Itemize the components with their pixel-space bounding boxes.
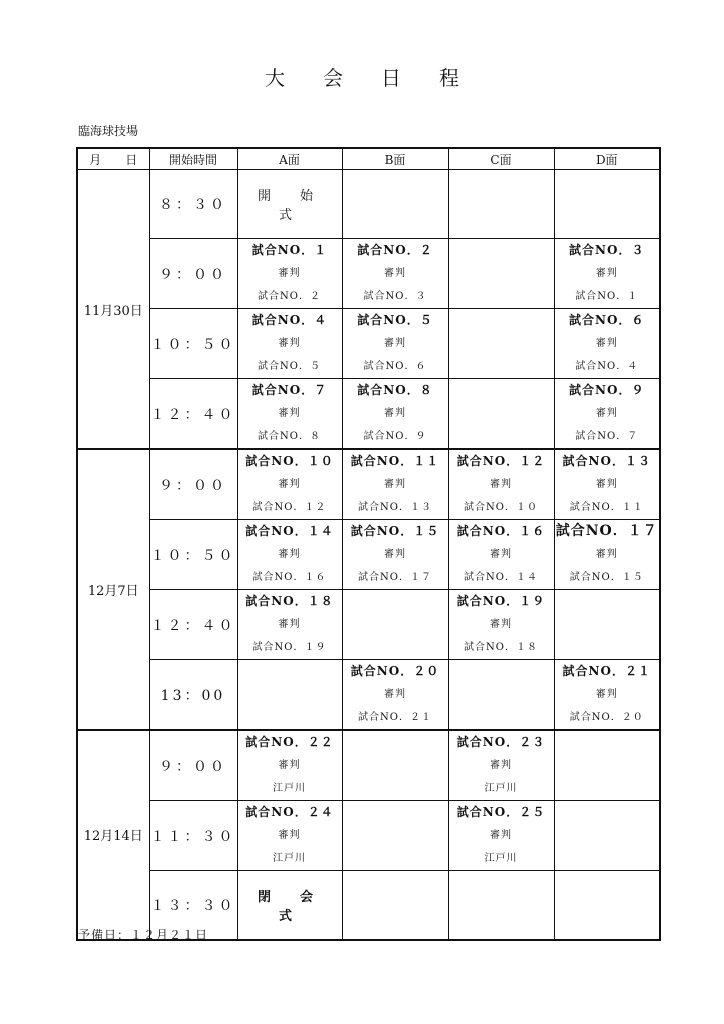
start-time-cell: １０：５０ — [149, 309, 237, 379]
start-time-cell: 13：00 — [149, 660, 237, 731]
match-cell — [554, 449, 660, 520]
empty-cell — [448, 379, 554, 450]
match-cell — [342, 520, 448, 590]
referee-assignment: 江戸川 — [273, 853, 306, 864]
referee-label: 審判 — [595, 549, 618, 560]
match-cell — [554, 520, 660, 590]
referee-assignment: 試合NO．３ — [363, 291, 427, 302]
match-cell — [554, 239, 660, 309]
referee-label: 審判 — [278, 479, 301, 490]
start-time-cell: １２：４０ — [149, 590, 237, 660]
match-number: 試合NO．９ — [569, 383, 645, 397]
empty-cell — [448, 871, 554, 940]
match-cell — [342, 239, 448, 309]
match-cell — [342, 309, 448, 379]
match-block — [238, 379, 342, 448]
match-number: 試合NO．２ — [357, 243, 433, 257]
match-cell — [237, 239, 342, 309]
schedule-row — [77, 590, 660, 660]
day-cell: 11月30日 — [77, 170, 149, 450]
referee-assignment: 試合NO．４ — [575, 361, 639, 372]
empty-cell — [554, 801, 660, 871]
schedule-row — [77, 379, 660, 450]
match-cell — [554, 309, 660, 379]
referee-label: 審判 — [490, 479, 512, 490]
match-number: 試合NO．２１ — [562, 664, 651, 678]
empty-cell — [554, 170, 660, 239]
header-date: 月 日 — [77, 148, 149, 170]
empty-cell — [554, 871, 660, 940]
match-number: 試合NO．６ — [569, 313, 645, 327]
referee-assignment: 試合NO．２０ — [569, 712, 644, 723]
referee-assignment: 江戸川 — [273, 783, 306, 794]
referee-label: 審判 — [595, 689, 618, 700]
match-block — [555, 660, 660, 729]
referee-assignment: 試合NO．１０ — [464, 502, 538, 513]
referee-assignment: 試合NO．１２ — [252, 502, 327, 513]
match-number: 試合NO．１４ — [245, 524, 334, 538]
referee-label: 審判 — [595, 408, 618, 419]
match-cell — [448, 730, 554, 801]
ceremony-cell — [237, 170, 342, 239]
empty-cell — [237, 660, 342, 731]
match-block — [449, 731, 554, 800]
empty-cell — [342, 170, 448, 239]
match-block — [343, 520, 448, 589]
schedule-row — [77, 801, 660, 871]
schedule-row — [77, 309, 660, 379]
match-number: 試合NO．３ — [569, 243, 645, 257]
empty-cell — [342, 801, 448, 871]
match-cell — [342, 449, 448, 520]
match-block — [238, 309, 342, 378]
referee-assignment: 試合NO．１７ — [358, 572, 432, 583]
match-block — [555, 379, 660, 448]
empty-cell — [554, 590, 660, 660]
header-court-a: A面 — [237, 148, 342, 170]
referee-label: 審判 — [278, 268, 301, 279]
match-number: 試合NO．２０ — [350, 664, 440, 678]
match-cell — [237, 730, 342, 801]
referee-label: 審判 — [278, 830, 301, 841]
match-block — [343, 660, 448, 729]
referee-label: 審判 — [595, 338, 618, 349]
empty-cell — [342, 871, 448, 940]
schedule-row — [77, 170, 660, 239]
match-block — [343, 309, 448, 378]
start-time-cell: ９：００ — [149, 730, 237, 801]
empty-cell — [342, 590, 448, 660]
start-time-cell: ９：００ — [149, 239, 237, 309]
referee-assignment: 試合NO．１３ — [358, 502, 432, 513]
referee-label: 審判 — [384, 549, 406, 560]
referee-assignment: 江戸川 — [484, 853, 518, 864]
referee-assignment: 試合NO．２１ — [358, 712, 432, 723]
match-block — [238, 801, 342, 870]
match-number: 試合NO．１９ — [456, 594, 546, 608]
start-time-cell: １０：５０ — [149, 520, 237, 590]
referee-assignment: 試合NO．６ — [363, 361, 427, 372]
document-title: 大会日程 — [265, 66, 497, 90]
match-number: 試合NO．１６ — [456, 524, 546, 538]
match-number: 試合NO．２４ — [245, 805, 334, 819]
schedule-row — [77, 449, 660, 520]
referee-label: 審判 — [490, 619, 512, 630]
referee-label: 審判 — [384, 338, 406, 349]
match-cell — [342, 660, 448, 731]
match-block — [449, 590, 554, 659]
match-cell — [448, 801, 554, 871]
match-block — [449, 450, 554, 519]
empty-cell — [342, 730, 448, 801]
reserve-day-note: 予備日：１２月２１日 — [78, 928, 209, 942]
schedule-row — [77, 730, 660, 801]
start-time-cell: １２：４０ — [149, 379, 237, 450]
match-block — [238, 520, 342, 589]
match-number: 試合NO．１２ — [456, 454, 546, 468]
match-block — [449, 520, 554, 589]
match-number: 試合NO．１５ — [350, 524, 440, 538]
empty-cell — [448, 170, 554, 239]
start-time-cell: １３：３０ — [149, 871, 237, 940]
match-block — [555, 520, 660, 589]
match-cell — [448, 590, 554, 660]
match-cell — [342, 379, 448, 450]
referee-label: 審判 — [278, 338, 301, 349]
referee-assignment: 試合NO．１５ — [569, 572, 644, 583]
referee-assignment: 試合NO．１９ — [252, 642, 327, 653]
ceremony-label: 閉 会 式 — [257, 889, 343, 924]
match-number: 試合NO．１０ — [245, 454, 334, 468]
referee-label: 審判 — [384, 689, 406, 700]
match-number: 試合NO．２３ — [456, 735, 546, 749]
schedule-row — [77, 520, 660, 590]
match-number: 試合NO．１７ — [555, 523, 658, 539]
referee-label: 審判 — [384, 408, 406, 419]
match-number: 試合NO．１８ — [245, 594, 334, 608]
match-cell — [448, 449, 554, 520]
referee-assignment: 試合NO．１１ — [569, 502, 644, 513]
referee-assignment: 試合NO．１８ — [464, 642, 538, 653]
referee-assignment: 試合NO．１ — [575, 291, 639, 302]
match-number: 試合NO．１３ — [562, 454, 651, 468]
referee-assignment: 試合NO．１６ — [252, 572, 327, 583]
referee-assignment: 試合NO．１４ — [464, 572, 538, 583]
match-block — [343, 450, 448, 519]
match-cell — [237, 801, 342, 871]
match-block — [238, 450, 342, 519]
match-block — [555, 309, 660, 378]
empty-cell — [448, 660, 554, 731]
match-block — [555, 239, 660, 308]
day-cell: 12月14日 — [77, 730, 149, 940]
header-row — [77, 148, 660, 170]
ceremony-label: 開 始 式 — [257, 189, 343, 223]
referee-label: 審判 — [490, 760, 512, 771]
start-time-cell: １１：３０ — [149, 801, 237, 871]
referee-assignment: 試合NO．９ — [363, 431, 427, 442]
referee-label: 審判 — [595, 268, 618, 279]
referee-label: 審判 — [490, 830, 512, 841]
referee-label: 審判 — [490, 549, 512, 560]
match-number: 試合NO．７ — [251, 383, 328, 397]
venue-label: 臨海球技場 — [78, 124, 139, 138]
match-number: 試合NO．１１ — [350, 454, 440, 468]
schedule-row — [77, 660, 660, 731]
match-cell — [237, 309, 342, 379]
header-court-b: B面 — [342, 148, 448, 170]
start-time-cell: ９：００ — [149, 449, 237, 520]
start-time-cell: ８：３０ — [149, 170, 237, 239]
match-block — [343, 239, 448, 308]
referee-assignment: 試合NO．５ — [258, 361, 321, 372]
referee-label: 審判 — [384, 268, 406, 279]
header-court-c: C面 — [448, 148, 554, 170]
match-block — [238, 239, 342, 308]
match-number: 試合NO．４ — [251, 313, 328, 327]
empty-cell — [448, 239, 554, 309]
match-cell — [237, 590, 342, 660]
match-number: 試合NO．２２ — [245, 735, 334, 749]
match-block — [238, 590, 342, 659]
referee-assignment: 試合NO．８ — [258, 431, 321, 442]
match-block — [343, 379, 448, 448]
referee-assignment: 江戸川 — [484, 783, 518, 794]
referee-label: 審判 — [384, 479, 406, 490]
match-cell — [237, 520, 342, 590]
match-block — [449, 801, 554, 870]
match-number: 試合NO．１ — [251, 243, 328, 257]
empty-cell — [554, 730, 660, 801]
match-number: 試合NO．２５ — [456, 805, 546, 819]
referee-assignment: 試合NO．２ — [258, 291, 321, 302]
empty-cell — [448, 309, 554, 379]
schedule-table — [76, 147, 661, 941]
referee-label: 審判 — [595, 479, 618, 490]
match-cell — [554, 660, 660, 731]
header-time: 開始時間 — [149, 148, 237, 170]
referee-label: 審判 — [278, 760, 301, 771]
match-block — [555, 450, 660, 519]
ceremony-cell — [237, 871, 342, 940]
schedule-row — [77, 239, 660, 309]
match-number: 試合NO．８ — [357, 383, 433, 397]
referee-assignment: 試合NO．７ — [575, 431, 639, 442]
match-cell — [237, 449, 342, 520]
referee-label: 審判 — [278, 549, 301, 560]
match-cell — [554, 379, 660, 450]
match-number: 試合NO．５ — [357, 313, 433, 327]
referee-label: 審判 — [278, 619, 301, 630]
match-cell — [237, 379, 342, 450]
day-cell: 12月7日 — [77, 449, 149, 730]
header-court-d: D面 — [554, 148, 660, 170]
referee-label: 審判 — [278, 408, 301, 419]
match-cell — [448, 520, 554, 590]
match-block — [238, 731, 342, 800]
